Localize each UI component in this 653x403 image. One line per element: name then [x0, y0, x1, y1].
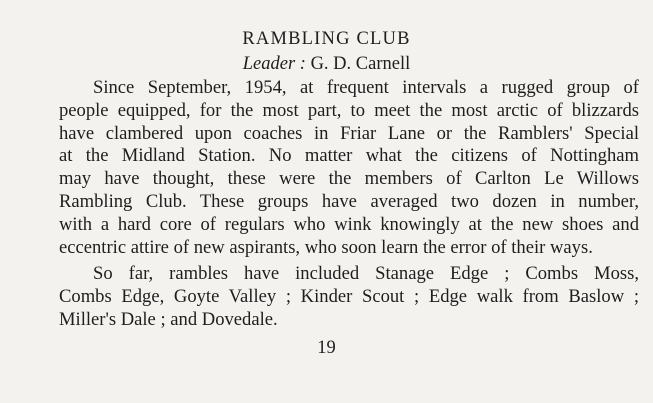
paragraph-1 [59, 77, 639, 259]
paragraph-line: may have thought, these were the members of Carlton Le Willows [59, 168, 639, 190]
paragraph-line: Rambling Club. These groups have averaged two dozen in number, [59, 190, 639, 212]
paragraph-2 [59, 263, 639, 331]
paragraph-line: Miller's Dale ; and Dovedale. [59, 308, 278, 330]
page-title: RAMBLING CLUB [242, 29, 411, 49]
paragraph-line: Since September, 1954, at frequent intervals a rugged group of [93, 77, 639, 98]
article-body [59, 77, 639, 332]
paragraph-line: Combs Edge, Goyte Valley ; Kinder Scout ; Edge walk from Baslow ; [59, 286, 639, 308]
paragraph-line: eccentric attire of new aspirants, who soon learn the error of their ways. [59, 236, 593, 258]
paragraph-line: people equipped, for the most part, to meet the most arctic of blizzards [59, 99, 639, 121]
paragraph-line: at the Midland Station. No matter what the citizens of Nottingham [59, 145, 639, 167]
paragraph-line: with a hard core of regulars who wink knowingly at the new shoes and [59, 213, 639, 235]
leader-line [0, 53, 653, 75]
leader-name: G. D. Carnell [310, 54, 411, 74]
paragraph-line: So far, rambles have included Stanage Edge ; Combs Moss, [93, 263, 639, 285]
page-number: 19 [317, 338, 336, 358]
paragraph-line: have clambered upon coaches in Friar Lane or the Ramblers' Special [59, 122, 639, 144]
leader-label: Leader : [242, 54, 306, 74]
